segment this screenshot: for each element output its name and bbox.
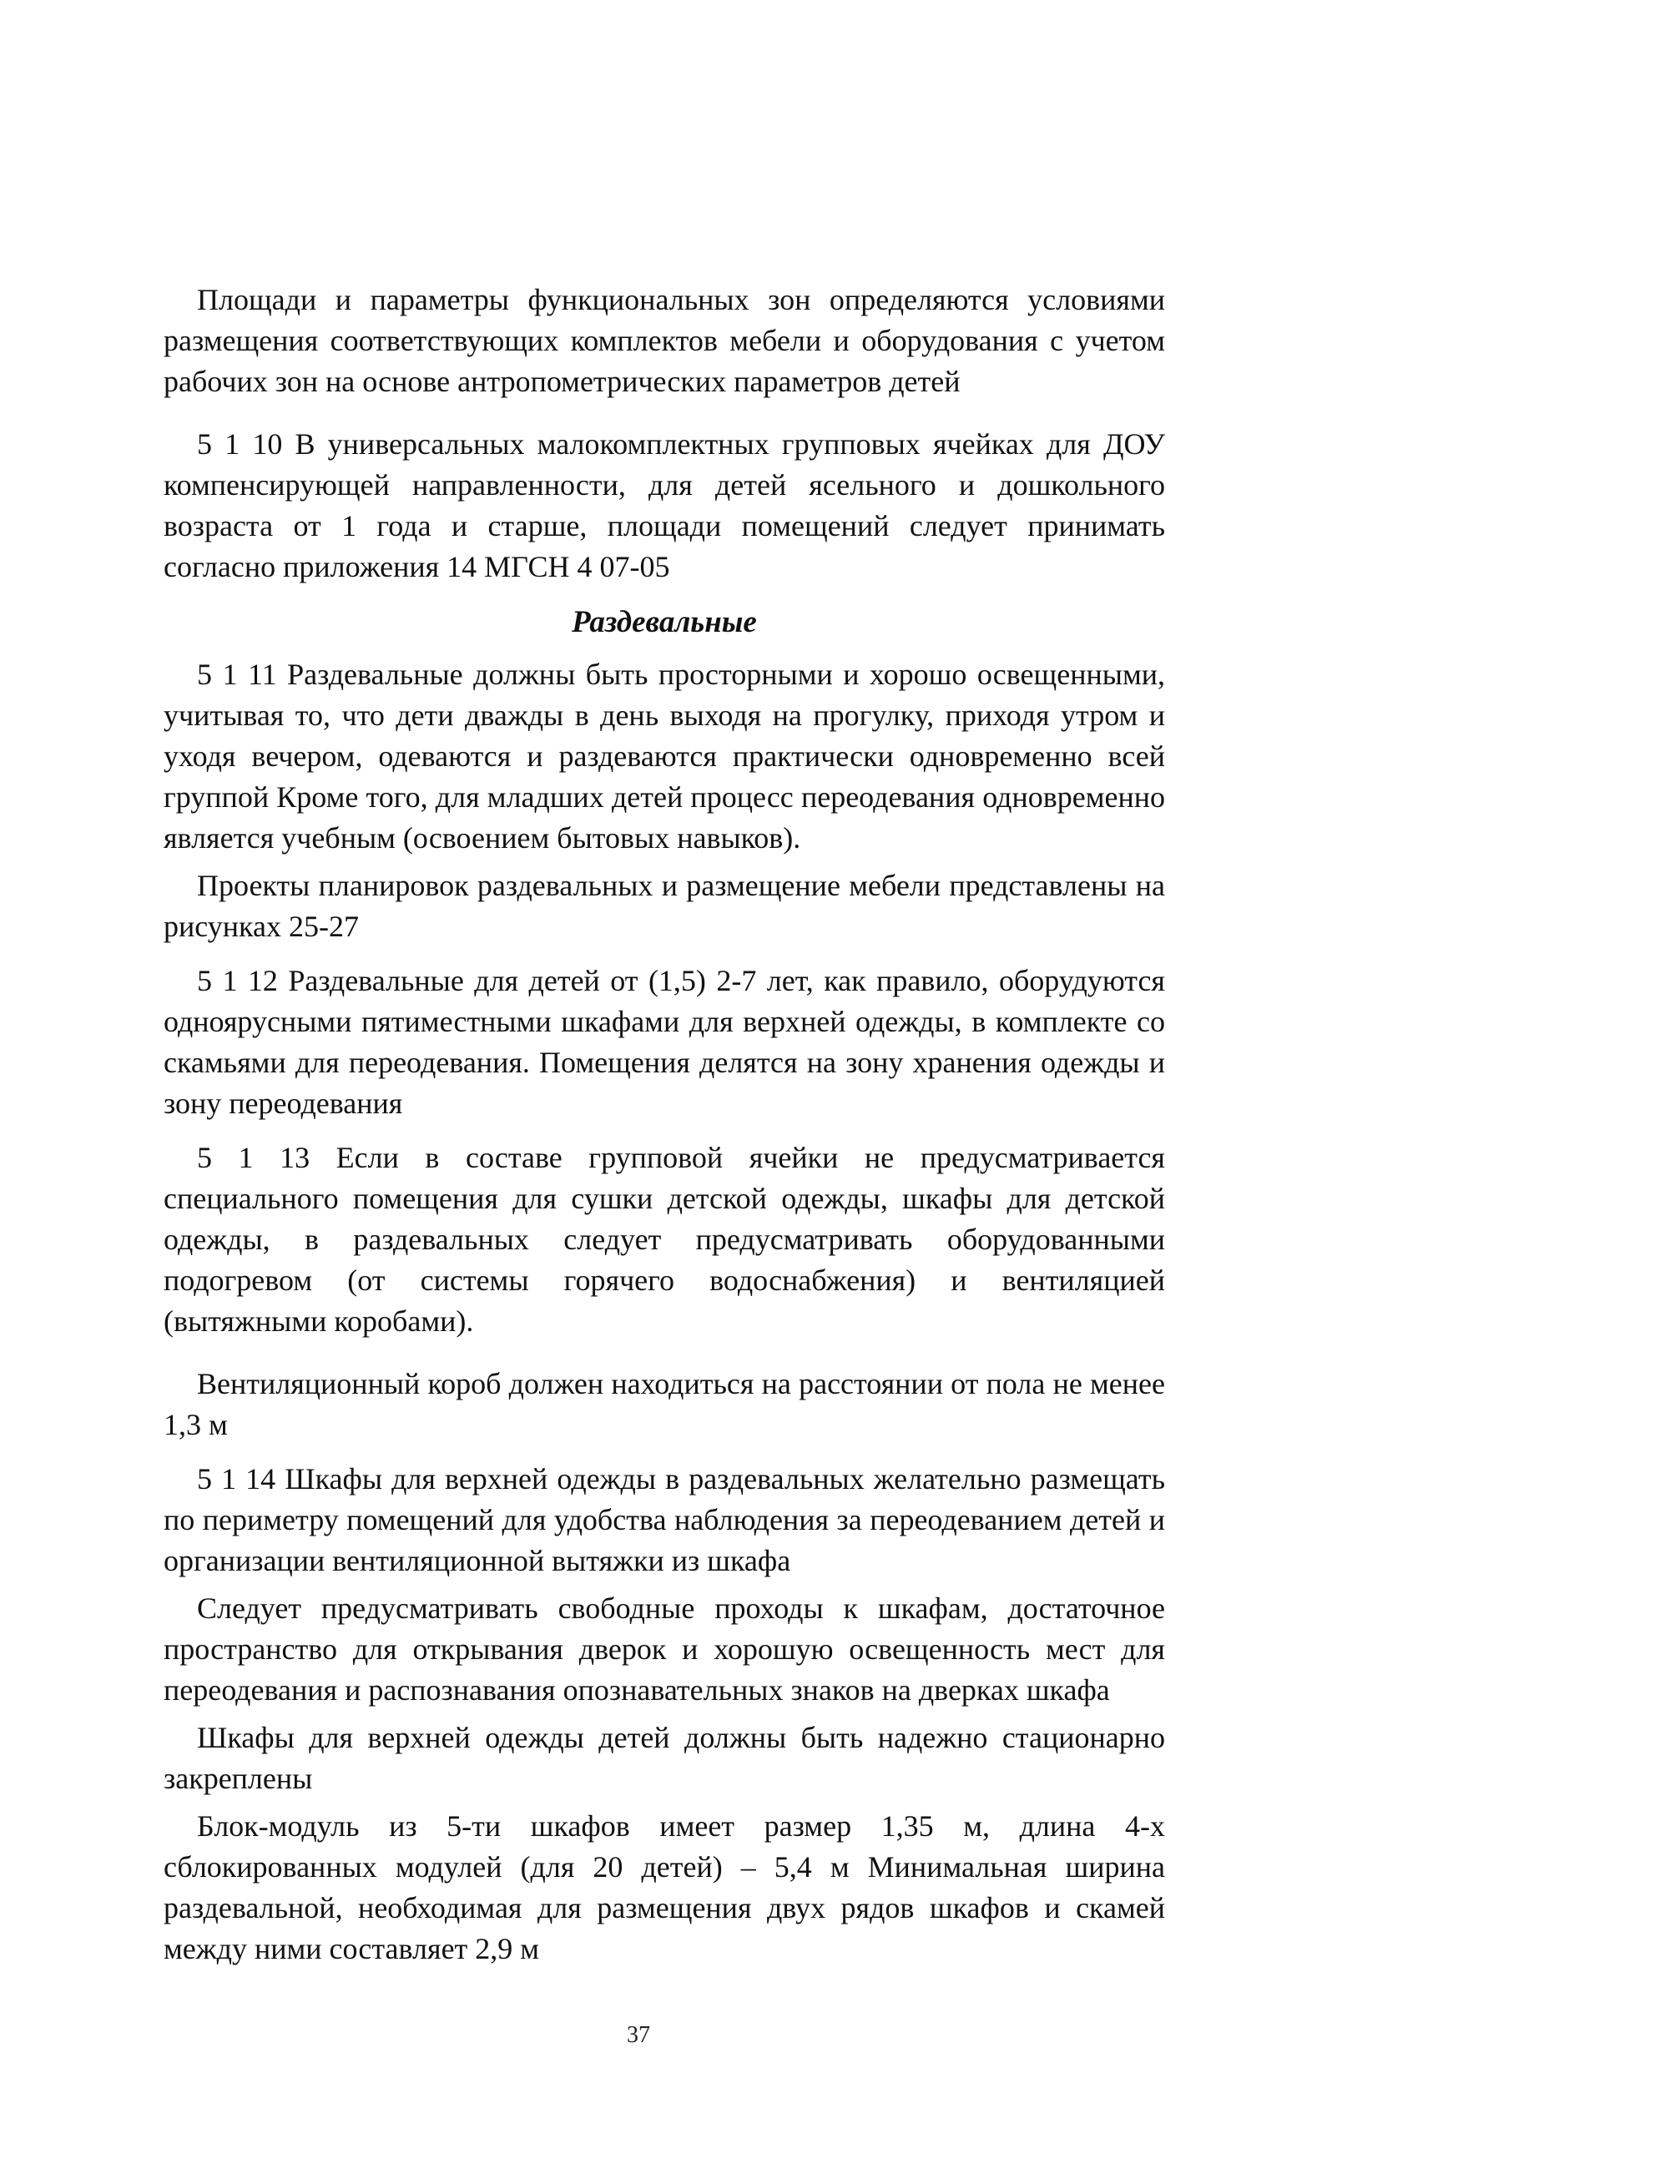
paragraph-free-passages: Следует предусматривать свободные проходы к шкафам, достаточное пространство для открывания дверок и хорошую освещенность мест для переодевания и распознавания опознавательных знаков на дверках шкафа [164, 1591, 1165, 1707]
paragraph-5-1-12: 5 1 12 Раздевальные для детей от (1,5) 2-7 лет, как правило, оборудуются одноярусными пятиместными шкафами для верхней одежды, в комплекте со скамьями для переодевания. Помещения делятся на зону хранения одежды и зону переодевания [164, 964, 1165, 1120]
paragraph-layout-projects: Проекты планировок раздевальных и размещение мебели представлены на рисунках 25-27 [164, 869, 1165, 943]
paragraph-5-1-10: 5 1 10 В универсальных малокомплектных групповых ячейках для ДОУ компенсирующей направленности, для детей ясельного и дошкольного возраста от 1 года и старше, площади помещений следует принимать согласно приложения 14 МГСН 4 07-05 [164, 427, 1165, 583]
paragraph-functional-zones: Площади и параметры функциональных зон определяются условиями размещения соответствующих комплектов мебели и оборудования с учетом рабочих зон на основе антропометрических параметров детей [164, 283, 1165, 398]
paragraph-5-1-13: 5 1 13 Если в составе групповой ячейки не предусматривается специального помещения для сушки детской одежды, шкафы для детской одежды, в раздевальных следует предусматривать оборудованными подогревом (от системы горячего водоснабжения) и вентиляцией (вытяжными коробами). [164, 1141, 1165, 1338]
paragraph-block-module: Блок-модуль из 5-ти шкафов имеет размер 1,35 м, длина 4-х сблокированных модулей (для 20 детей) – 5,4 м Минимальная ширина раздевальной, необходимая для размещения двух рядов шкафов и скамей между ними составляет 2,9 м [164, 1809, 1165, 1965]
paragraph-5-1-14: 5 1 14 Шкафы для верхней одежды в раздевальных желательно размещать по периметру помещений для удобства наблюдения за переодеванием детей и организации вентиляционной вытяжки из шкафа [164, 1462, 1165, 1577]
section-heading: Раздевальные [572, 605, 757, 639]
paragraph-5-1-11: 5 1 11 Раздевальные должны быть просторными и хорошо освещенными, учитывая то, что дети дважды в день выходя на прогулку, приходя утром и уходя вечером, одеваются и раздеваются практически одновременно всей группой Кроме того, для младших детей процесс переодевания одновременно является учебным (освоением бытовых навыков). [164, 658, 1165, 855]
paragraph-ventilation-duct: Вентиляционный короб должен находиться на расстоянии от пола не менее 1,3 м [164, 1367, 1165, 1441]
page-number: 37 [627, 2022, 650, 2048]
text-column [164, 280, 1165, 1970]
paragraph-fixed-wardrobes: Шкафы для верхней одежды детей должны быть надежно стационарно закреплены [164, 1721, 1165, 1795]
